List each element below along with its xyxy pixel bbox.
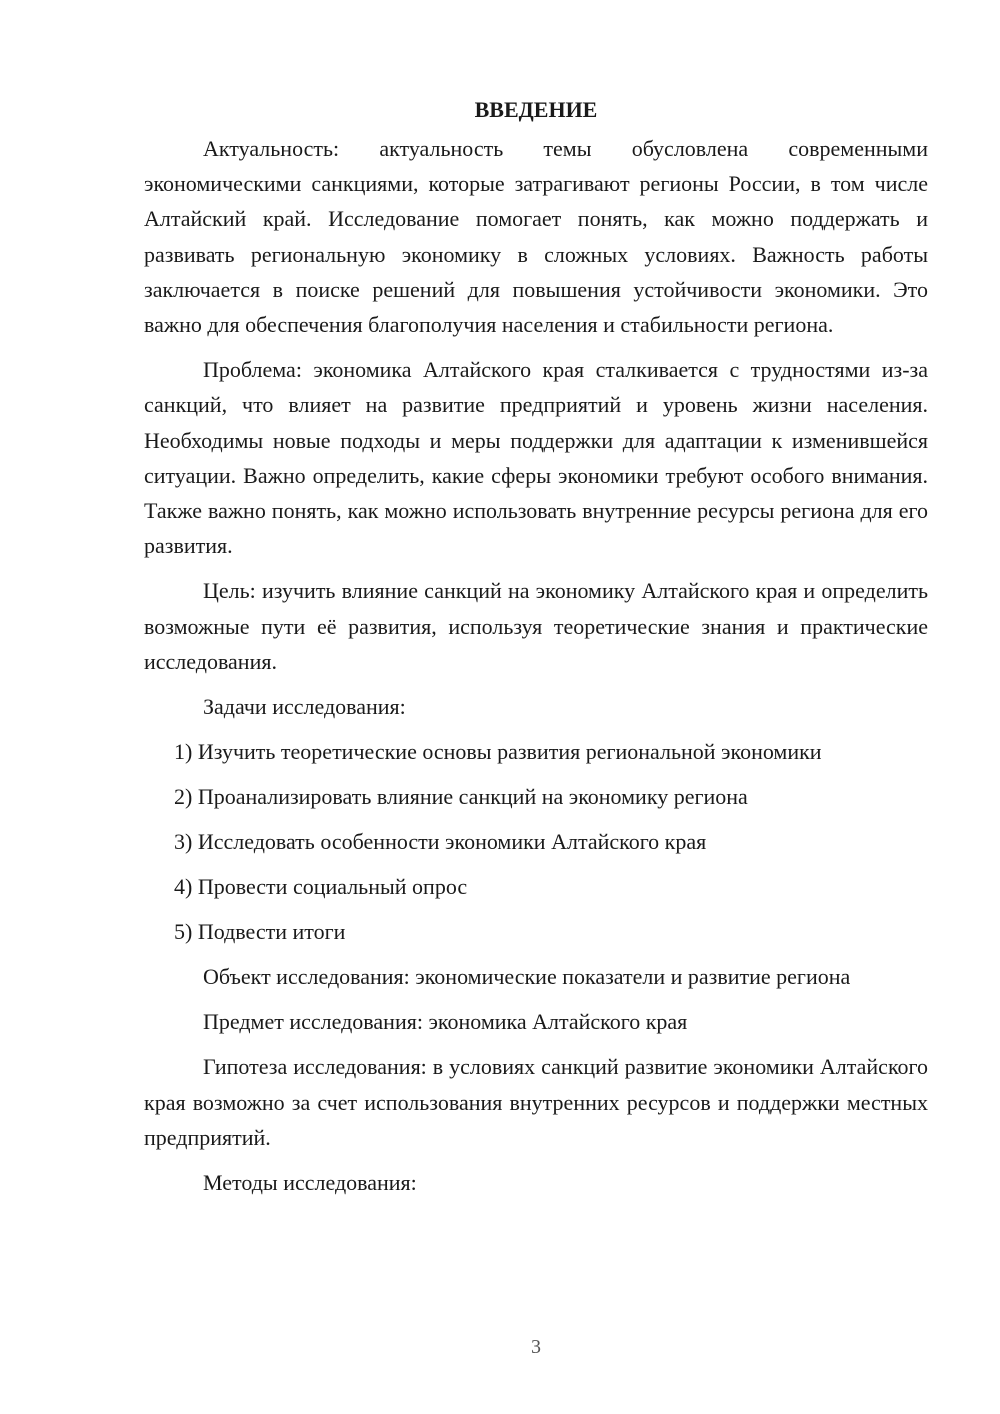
object-paragraph: Объект исследования: экономические показатели и развитие региона: [203, 964, 851, 990]
task-item: 3) Исследовать особенности экономики Алтайского края: [174, 829, 707, 855]
goal-paragraph: Цель: изучить влияние санкций на экономику Алтайского края и определить возможные пути её развития, используя теоретические знания и практические исследования.: [144, 578, 928, 674]
methods-heading: Методы исследования:: [203, 1170, 417, 1196]
section-title: ВВЕДЕНИЕ: [474, 97, 598, 122]
task-item: 1) Изучить теоретические основы развития региональной экономики: [174, 739, 822, 765]
task-item: 5) Подвести итоги: [174, 919, 346, 945]
tasks-list: [144, 734, 928, 949]
page-number: 3: [531, 1336, 541, 1358]
task-item: 2) Проанализировать влияние санкций на экономику региона: [174, 784, 748, 810]
tasks-heading: Задачи исследования:: [203, 694, 406, 720]
hypothesis-paragraph: Гипотеза исследования: в условиях санкций развитие экономики Алтайского края возможно за счет использования внутренних ресурсов и поддержки местных предприятий.: [144, 1054, 928, 1150]
task-item: 4) Провести социальный опрос: [174, 874, 468, 900]
problem-paragraph: Проблема: экономика Алтайского края сталкивается с трудностями из-за санкций, что влияет на развитие предприятий и уровень жизни населения. Необходимы новые подходы и меры поддержки для адаптации к изменившейся ситуации. Важно определить, какие сферы экономики требуют особого внимания. Также важно понять, как можно использовать внутренние ресурсы региона для его развития.: [144, 357, 928, 559]
document-page: [144, 92, 928, 1200]
relevance-paragraph: Актуальность: актуальность темы обусловлена современными экономическими санкциями, которые затрагивают регионы России, в том числе Алтайский край. Исследование помогает понять, как можно поддержать и развивать региональную экономику в сложных условиях. Важность работы заключается в поиске решений для повышения устойчивости экономики. Это важно для обеспечения благополучия населения и стабильности региона.: [144, 136, 928, 338]
subject-paragraph: Предмет исследования: экономика Алтайского края: [203, 1009, 688, 1035]
